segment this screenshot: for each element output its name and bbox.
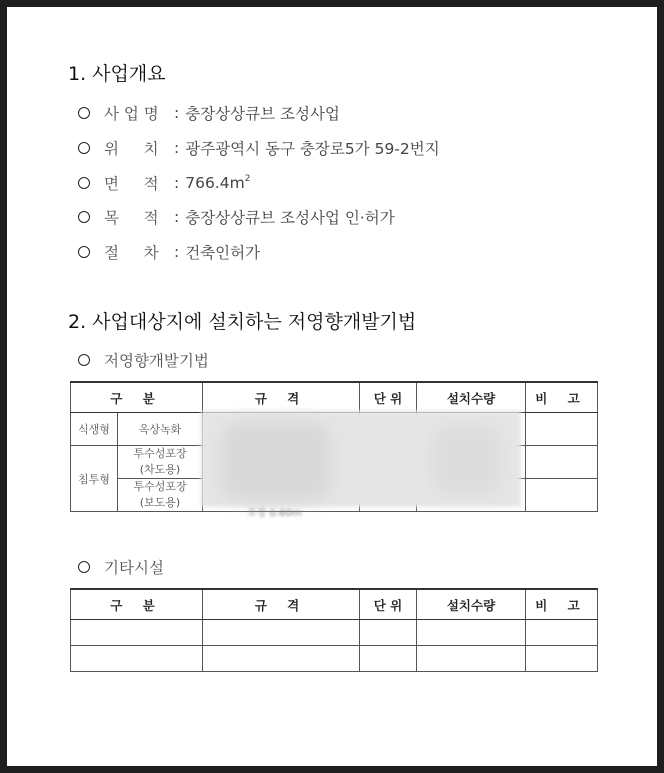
overview-value: 건축인허가 bbox=[185, 244, 261, 262]
overview-row-procedure: 절 차 : 건축인허가 bbox=[78, 241, 260, 263]
overview-row-purpose: 목 적 : 충장상상큐브 조성사업 인·허가 bbox=[78, 206, 395, 228]
overview-row-name: 사 업 명 : 충장상상큐브 조성사업 bbox=[78, 102, 340, 124]
section1-title: 1. 사업개요 bbox=[68, 63, 166, 85]
col-header-unit: 단 위 bbox=[360, 382, 417, 413]
circle-bullet-icon bbox=[78, 561, 90, 573]
item-cell: 옥상녹화 bbox=[118, 413, 203, 446]
col-header-note: 비 고 bbox=[526, 589, 598, 620]
group-cell: 식생형 bbox=[71, 413, 118, 446]
redacted-text: 포장 0.60m bbox=[247, 508, 302, 519]
circle-bullet-icon bbox=[78, 107, 90, 119]
circle-bullet-icon bbox=[78, 177, 90, 189]
col-header-category: 구 분 bbox=[71, 382, 203, 413]
unit-superscript: 2 bbox=[244, 174, 251, 184]
redacted-area bbox=[201, 411, 521, 507]
overview-label: 위 치 bbox=[104, 140, 159, 158]
overview-label: 사 업 명 bbox=[104, 105, 159, 123]
col-header-unit: 단 위 bbox=[360, 589, 417, 620]
overview-value: 충장상상큐브 조성사업 bbox=[185, 105, 340, 123]
item-cell: 투수성포장 (차도용) bbox=[118, 446, 203, 479]
overview-label: 면 적 bbox=[104, 175, 159, 193]
table-row bbox=[71, 620, 598, 646]
other-facilities-heading: 기타시설 bbox=[78, 556, 164, 578]
circle-bullet-icon bbox=[78, 354, 90, 366]
table-row bbox=[71, 646, 598, 672]
overview-row-area: 면 적 : $766.4m^2$ bbox=[78, 172, 250, 194]
circle-bullet-icon bbox=[78, 246, 90, 258]
circle-bullet-icon bbox=[78, 142, 90, 154]
overview-value: 충장상상큐브 조성사업 인·허가 bbox=[185, 209, 395, 227]
col-header-quantity: 설치수량 bbox=[417, 382, 526, 413]
group-cell: 침투형 bbox=[71, 446, 118, 512]
overview-value: $766.4m^2$ bbox=[185, 174, 251, 192]
overview-value: 광주광역시 동구 충장로5가 59-2번지 bbox=[185, 140, 440, 158]
col-header-category: 구 분 bbox=[71, 589, 203, 620]
section2-title: 2. 사업대상지에 설치하는 저영향개발기법 bbox=[68, 311, 417, 333]
lid-heading: 저영향개발기법 bbox=[78, 349, 209, 371]
circle-bullet-icon bbox=[78, 211, 90, 223]
overview-label: 절 차 bbox=[104, 244, 159, 262]
col-header-note: 비 고 bbox=[526, 382, 598, 413]
col-header-spec: 규 격 bbox=[203, 589, 360, 620]
overview-label: 목 적 bbox=[104, 209, 159, 227]
overview-row-location: 위 치 : 광주광역시 동구 충장로5가 59-2번지 bbox=[78, 137, 440, 159]
item-cell: 투수성포장 (보도용) bbox=[118, 479, 203, 512]
col-header-spec: 규 격 bbox=[203, 382, 360, 413]
col-header-quantity: 설치수량 bbox=[417, 589, 526, 620]
other-facilities-table bbox=[70, 588, 598, 672]
document-page bbox=[7, 7, 657, 766]
